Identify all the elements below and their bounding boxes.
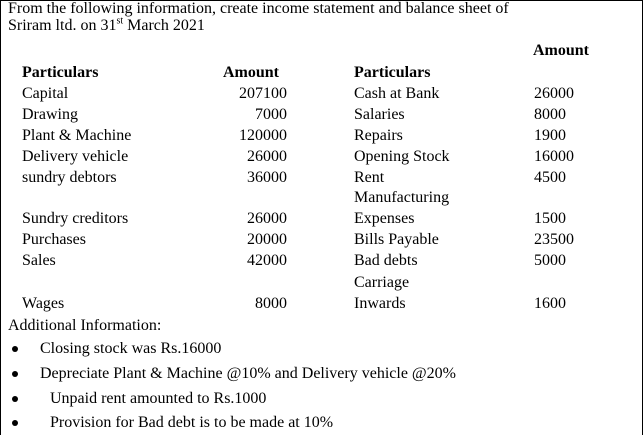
left-header-amount: Amount (223, 64, 280, 81)
right-row-amount: 1900 (534, 127, 566, 144)
left-row-amount: 42000 (247, 252, 287, 269)
intro-line-2-sup: st (116, 15, 124, 27)
bullet-icon (12, 396, 18, 402)
intro-line-2-text-end: March 2021 (123, 17, 205, 34)
left-row-label: Delivery vehicle (22, 148, 129, 165)
left-row-amount: 7000 (255, 106, 287, 123)
right-row-amount: 5000 (534, 252, 566, 269)
right-row-label-line1: Manufacturing (354, 189, 450, 206)
right-row-amount: 1500 (534, 210, 566, 227)
left-row-label: Plant & Machine (22, 127, 132, 144)
additional-item: Closing stock was Rs.16000 (40, 340, 222, 357)
bullet-icon (12, 420, 18, 426)
right-row-label: Cash at Bank (354, 85, 440, 102)
left-row-label: Drawing (22, 106, 78, 123)
left-row-amount: 20000 (247, 231, 287, 248)
left-row-amount: 8000 (255, 295, 287, 312)
right-row-label: Bad debts (354, 252, 418, 269)
right-row-amount: 16000 (534, 148, 574, 165)
right-row-label: Repairs (354, 127, 403, 144)
intro-line-2-text: Sriram ltd. on 31 (8, 17, 117, 34)
right-row-label: Salaries (354, 106, 405, 123)
right-header-particulars: Particulars (354, 64, 431, 81)
additional-item: Provision for Bad debt is to be made at 10% (50, 414, 334, 431)
right-row-amount: 26000 (534, 85, 574, 102)
intro-line-1: From the following information, create income statement and balance sheet of (8, 0, 509, 17)
bullet-icon (12, 371, 18, 377)
additional-heading: Additional Information: (8, 317, 162, 334)
additional-item: Depreciate Plant & Machine @10% and Delivery vehicle @20% (40, 365, 456, 382)
right-row-amount: 1600 (534, 295, 566, 312)
left-row-amount: 207100 (239, 85, 287, 102)
amount-heading-right: Amount (533, 42, 590, 59)
left-row-label: Sundry creditors (22, 210, 129, 227)
additional-item: Unpaid rent amounted to Rs.1000 (50, 390, 267, 407)
right-row-amount: 23500 (534, 231, 574, 248)
left-row-amount: 26000 (247, 148, 287, 165)
left-header-particulars: Particulars (22, 64, 99, 81)
left-row-amount: 36000 (247, 169, 287, 186)
right-row-amount: 8000 (534, 106, 566, 123)
right-row-label-line1: Carriage (354, 274, 410, 291)
right-row-label: Bills Payable (354, 231, 439, 248)
right-row-label-line2: Expenses (354, 210, 415, 227)
left-row-label: Wages (22, 295, 65, 312)
left-row-label: Sales (22, 252, 56, 269)
left-row-amount: 120000 (239, 127, 287, 144)
left-row-amount: 26000 (247, 210, 287, 227)
left-row-label: Purchases (22, 231, 86, 248)
right-row-label: Rent (354, 169, 385, 186)
bullet-icon (12, 346, 18, 352)
intro-line-2 (8, 17, 205, 35)
left-row-label: sundry debtors (22, 169, 117, 186)
left-row-label: Capital (22, 85, 69, 102)
right-row-label: Opening Stock (354, 148, 450, 165)
right-row-label-line2: Inwards (354, 295, 406, 312)
right-row-amount: 4500 (534, 169, 566, 186)
